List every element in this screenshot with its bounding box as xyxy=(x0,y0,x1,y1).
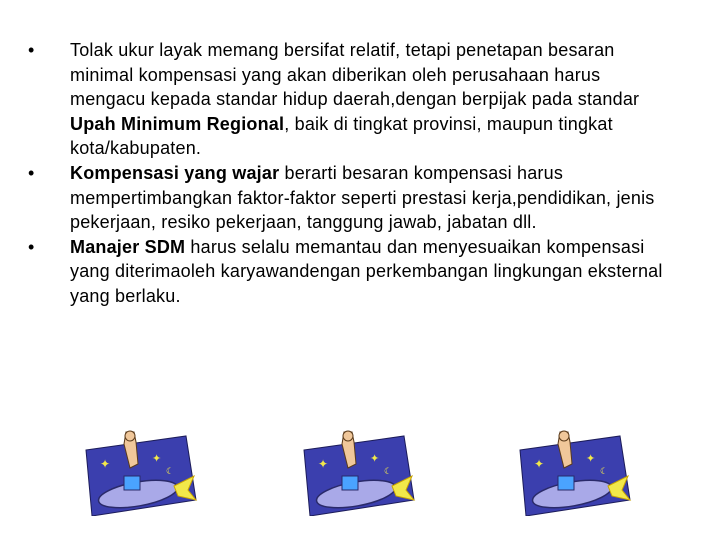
bold-text: Kompensasi yang wajar xyxy=(70,162,280,183)
rocket-man-icon xyxy=(78,428,198,516)
rocket-man-clipart xyxy=(78,428,198,516)
bullet-text: Kompensasi yang wajar berarti besaran kompensasi harus mempertimbangkan faktor-faktor seperti prestasi kerja,pendidikan, jenis pekerjaan, resiko pekerjaan, tanggung jawab, jabatan dll. xyxy=(70,162,655,233)
bullet-text: Manajer SDM harus selalu memantau dan menyesuaikan kompensasi yang diterimaoleh karyawandengan perkembangan lingkungan eksternal yang berlaku. xyxy=(70,236,663,306)
rocket-man-clipart xyxy=(512,428,632,516)
bullet-item xyxy=(28,235,678,309)
bullet-dot: • xyxy=(28,162,35,183)
svg-text:✦: ✦ xyxy=(152,452,162,465)
svg-text:✦: ✦ xyxy=(100,457,111,471)
rocket-man-icon xyxy=(296,428,416,516)
bullet-list xyxy=(28,38,678,309)
rocket-man-icon xyxy=(512,428,632,516)
bullet-item xyxy=(28,161,678,235)
svg-text:✦: ✦ xyxy=(370,452,380,465)
bullet-dot: • xyxy=(28,40,35,60)
bold-text: Upah Minimum Regional xyxy=(70,113,285,134)
bold-text: Manajer SDM xyxy=(70,236,186,257)
svg-text:✦: ✦ xyxy=(534,457,545,471)
bullet-dot: • xyxy=(28,236,35,257)
bullet-item xyxy=(28,38,678,161)
svg-text:✦: ✦ xyxy=(318,457,329,471)
rocket-man-clipart xyxy=(296,428,416,516)
svg-text:☾: ☾ xyxy=(600,467,609,477)
bullet-text: Tolak ukur layak memang bersifat relatif, tetapi penetapan besaran minimal kompensasi yang akan diberikan oleh perusahaan harus mengacu kepada standar hidup daerah,dengan berpijak pada standar Upah Minimum Regional, baik di tingkat provinsi, maupun tingkat kota/kabupaten. xyxy=(70,40,640,159)
svg-text:✦: ✦ xyxy=(586,452,596,465)
svg-text:☾: ☾ xyxy=(384,467,393,477)
svg-text:☾: ☾ xyxy=(166,467,175,477)
